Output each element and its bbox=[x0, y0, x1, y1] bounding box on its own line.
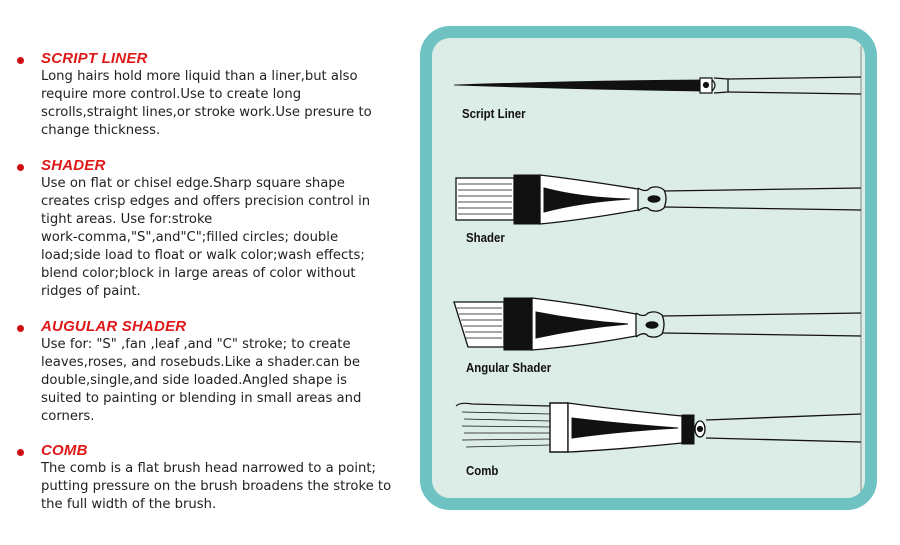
description-line: corners. bbox=[41, 409, 95, 424]
bullet-icon bbox=[17, 449, 24, 456]
description-line: creates crisp edges and offers precision control in bbox=[41, 194, 371, 209]
angular-shader-label: Angular Shader bbox=[466, 360, 552, 375]
brush-description bbox=[41, 175, 386, 301]
description-line: leaves,roses, and rosebuds.Like a shader.can be bbox=[41, 355, 360, 370]
description-line: The comb is a flat brush head narrowed to a point; bbox=[41, 461, 376, 476]
description-line: double,single,and side loaded.Angled shape is bbox=[41, 373, 348, 388]
brush-description bbox=[41, 460, 392, 514]
description-line: Use on flat or chisel edge.Sharp square shape bbox=[41, 176, 345, 191]
brush-description bbox=[41, 336, 386, 426]
bullet-icon bbox=[17, 57, 24, 64]
comb-label: Comb bbox=[466, 463, 499, 478]
shader-brush-icon bbox=[456, 175, 861, 224]
description-line: suited to painting or blending in small areas and bbox=[41, 391, 362, 406]
description-line: work-comma,"S",and"C";filled circles; double bbox=[41, 230, 339, 245]
brush-heading: SCRIPT LINER bbox=[41, 50, 148, 67]
description-line: ridges of paint. bbox=[41, 284, 141, 299]
angular-shader-brush-icon bbox=[454, 298, 861, 350]
comb-brush-icon bbox=[456, 403, 861, 452]
description-line: Use for: "S" ,fan ,leaf ,and "C" stroke; to create bbox=[41, 337, 351, 352]
brush-heading: AUGULAR SHADER bbox=[41, 318, 187, 335]
bullet-icon bbox=[17, 164, 24, 171]
brush-heading: COMB bbox=[41, 442, 88, 459]
shader-label: Shader bbox=[466, 230, 505, 245]
description-line: tight areas. Use for:stroke bbox=[41, 212, 213, 227]
description-line: Long hairs hold more liquid than a liner,but also bbox=[41, 69, 358, 84]
description-line: require more control.Use to create long bbox=[41, 87, 302, 102]
script-liner-label: Script Liner bbox=[462, 106, 526, 121]
description-line: scrolls,straight lines,or stroke work.Use presure to bbox=[41, 105, 372, 120]
script-liner-brush-icon bbox=[454, 77, 861, 94]
brush-heading: SHADER bbox=[41, 157, 106, 174]
brush-description bbox=[41, 68, 386, 140]
description-line: the full width of the brush. bbox=[41, 497, 217, 512]
description-line: blend color;block in large areas of color without bbox=[41, 266, 356, 281]
description-line: putting pressure on the brush broadens the stroke to bbox=[41, 479, 392, 494]
description-line: load;side load to float or walk color;wash effects; bbox=[41, 248, 365, 263]
description-line: change thickness. bbox=[41, 123, 161, 138]
bullet-icon bbox=[17, 325, 24, 332]
brush-illustration-panel bbox=[420, 26, 877, 510]
